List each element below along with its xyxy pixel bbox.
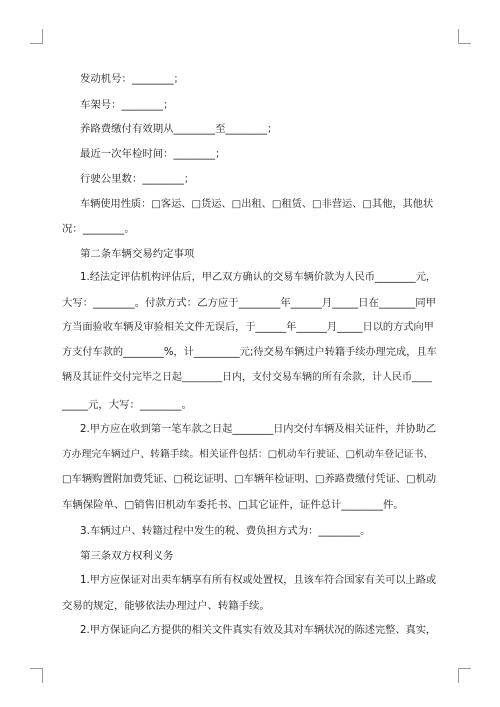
paragraph-line: 大写：________。付款方式：乙方应于________年______月_____日在_______同甲 xyxy=(62,297,437,309)
paragraph-line: 交易的规定，能够依法办理过户、转籍手续。 xyxy=(62,600,270,612)
usage-nature-continued: 况：________。 xyxy=(62,223,135,235)
crop-mark-bottom-right xyxy=(458,668,471,683)
last-inspection-line: 最近一次年检时间：________； xyxy=(80,148,226,160)
paragraph-line: 2.甲方应在收到第一笔车款之日起________日内交付车辆及相关证件，并协助乙 xyxy=(80,424,437,435)
paragraph-line: 3.车辆过户、转籍过程中发生的税、费负担方式为：________。 xyxy=(80,525,371,537)
paragraph-line: 方支付车款的________%，计_________元;待交易车辆过户转籍手续办理完成，且车 xyxy=(62,347,437,358)
frame-number-line: 车架号：________； xyxy=(80,99,174,111)
paragraph-line: 方当面验收车辆及审验相关文件无误后，于______年______月_____日以的方式向甲 xyxy=(62,322,434,333)
paragraph-line: □车辆购置附加费凭证、□税讫证明、□车辆年检证明、□养路费缴付凭证、□机动 xyxy=(62,474,437,485)
paragraph-line: 方办理完车辆过户、转籍手续。相关证件包括：□机动车行驶证、□机动车登记证书、 xyxy=(62,449,434,460)
paragraph-line: 2.甲方保证向乙方提供的相关文件真实有效及其对车辆状况的陈述完整、真实， xyxy=(80,625,437,636)
crop-mark-bottom-left xyxy=(30,668,43,683)
paragraph-line: 辆及其证件交付完毕之日起________日内，支付交易车辆的所有余款，计人民币____ xyxy=(62,372,432,383)
road-fee-validity-line: 养路费缴付有效期从________至________； xyxy=(80,123,278,135)
paragraph-line: 1.甲方应保证对出卖车辆享有所有权或处置权，且该车符合国家有关可以上路或 xyxy=(80,575,437,586)
paragraph-line: 车辆保险单、□销售旧机动车委托书、□其它证件，证件总计________件。 xyxy=(62,499,404,511)
paragraph-line: 1.经法定评估机构评估后，甲乙双方确认的交易车辆价款为人民币________元， xyxy=(80,272,437,283)
crop-mark-top-right xyxy=(458,29,471,44)
paragraph-line: _____元，大写：________。 xyxy=(62,399,192,411)
usage-nature-line: 车辆使用性质：□客运、□货运、□出租、□租赁、□非营运、□其他，其他状 xyxy=(80,199,434,210)
section-heading-3: 第三条双方权利义务 xyxy=(80,550,174,562)
mileage-line: 行驶公里数：________； xyxy=(80,173,195,185)
crop-mark-top-left xyxy=(30,29,43,44)
engine-number-line: 发动机号：________； xyxy=(80,73,184,85)
section-heading-2: 第二条车辆交易约定事项 xyxy=(80,248,195,260)
